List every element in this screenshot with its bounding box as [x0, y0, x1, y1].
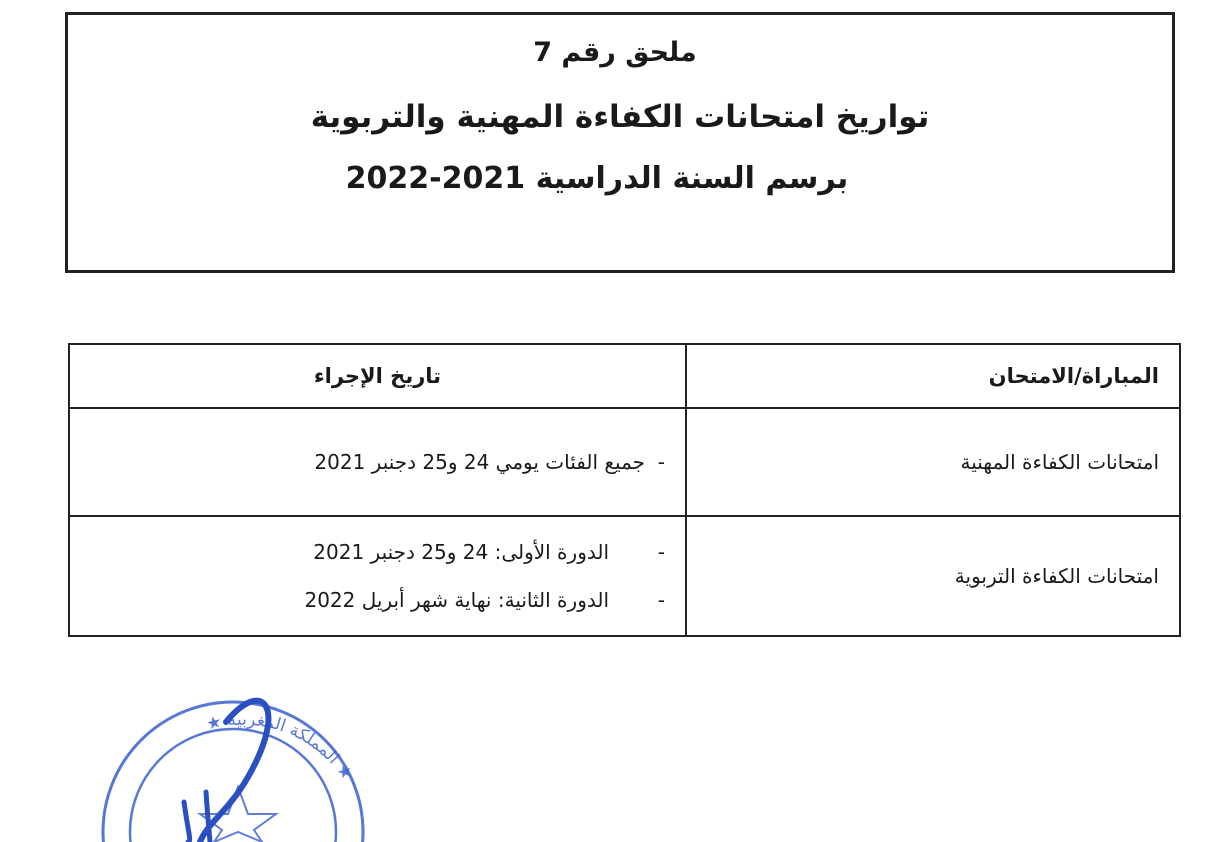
header-exam: المباراة/الامتحان — [686, 344, 1180, 408]
table-row — [69, 516, 1180, 636]
date-line — [90, 588, 665, 612]
page-title: تواريخ امتحانات الكفاءة المهنية والتربوية — [310, 99, 930, 135]
bullet-dash: - — [657, 540, 665, 564]
exam-name: امتحانات الكفاءة التربوية — [686, 516, 1180, 636]
table-header-row — [69, 344, 1180, 408]
bullet-dash: - — [657, 588, 665, 612]
date-text: الدورة الثانية: نهاية شهر أبريل 2022 — [304, 588, 609, 612]
date-cell — [69, 408, 686, 516]
date-text: جميع الفئات يومي 24 و25 دجنبر 2021 — [314, 450, 645, 474]
header-date: تاريخ الإجراء — [69, 344, 686, 408]
stamp-text-path: ★ المملكة المغربية ★ — [204, 709, 357, 785]
date-text: الدورة الأولى: 24 و25 دجنبر 2021 — [313, 540, 609, 564]
official-stamp — [88, 682, 378, 842]
date-line — [90, 540, 665, 564]
annex-number: ملحق رقم 7 — [533, 37, 697, 68]
bullet-dash: - — [657, 450, 665, 474]
date-cell — [69, 516, 686, 636]
table-row — [69, 408, 1180, 516]
title-box — [65, 12, 1175, 273]
exam-dates-table — [68, 343, 1181, 637]
page-subtitle: برسم السنة الدراسية 2021-2022 — [345, 161, 849, 196]
date-line — [90, 450, 665, 474]
exam-name: امتحانات الكفاءة المهنية — [686, 408, 1180, 516]
